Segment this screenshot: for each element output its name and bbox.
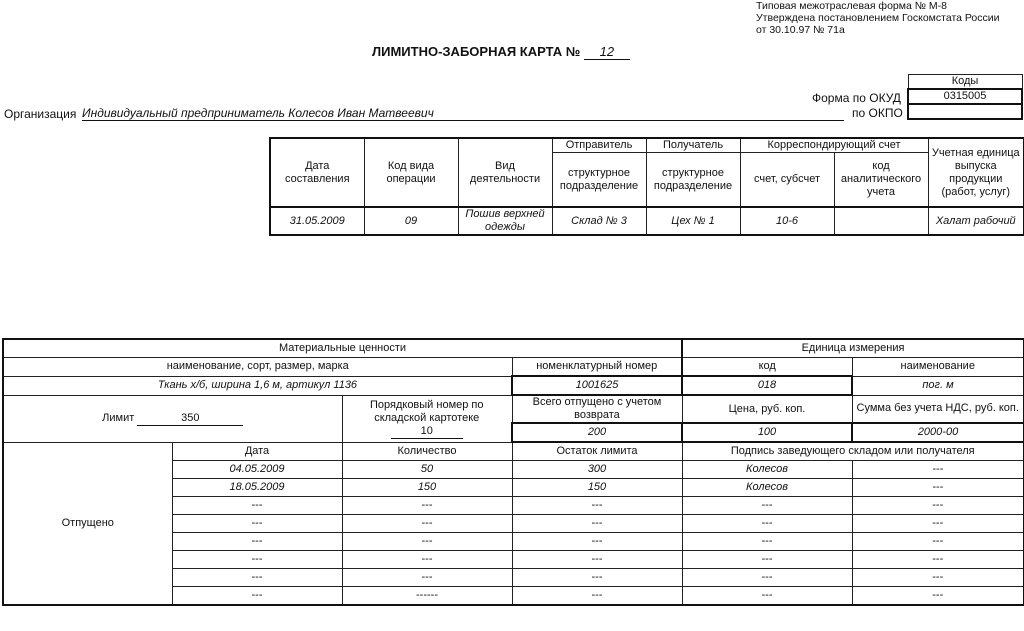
row-sign-warehouse: Колесов [682, 479, 852, 497]
price-value: 100 [682, 423, 852, 442]
op-code-value: 09 [364, 207, 458, 235]
form-type-line: Типовая межотраслевая форма № М-8 [756, 0, 947, 12]
material-name-value: Ткань х/б, ширина 1,6 м, артикул 1136 [3, 376, 512, 395]
row-sign-receiver: --- [852, 533, 1024, 551]
organization-value: Индивидуальный предприниматель Колесов Иван Матвеевич [82, 106, 844, 121]
material-name-header: наименование, сорт, размер, марка [3, 358, 512, 377]
row-sign-receiver: --- [852, 461, 1024, 479]
row-sign-receiver: --- [852, 497, 1024, 515]
row-qty: 50 [342, 461, 512, 479]
row-qty: --- [342, 497, 512, 515]
row-remain: --- [512, 587, 682, 606]
row-sign-warehouse: Колесов [682, 461, 852, 479]
unit-name-header: наименование [852, 358, 1024, 377]
total-released-value: 200 [512, 423, 682, 442]
unit-name-value: пог. м [852, 376, 1024, 395]
total-released-header: Всего отпущено с учетом возврата [512, 395, 682, 423]
analytic-code-header: код аналитического учета [834, 153, 928, 208]
receiver-header: Получатель [646, 138, 740, 153]
sender-header: Отправитель [552, 138, 646, 153]
form-date-line: от 30.10.97 № 71а [756, 24, 845, 36]
okud-label: Форма по ОКУД [812, 91, 901, 105]
row-sign-warehouse: --- [682, 497, 852, 515]
unit-code-value: 018 [682, 376, 852, 395]
receiver-value: Цех № 1 [646, 207, 740, 235]
row-date: --- [172, 515, 342, 533]
measure-header: Единица измерения [682, 339, 1024, 358]
sender-subdivision-header: структурное подразделение [552, 153, 646, 208]
row-date: --- [172, 569, 342, 587]
row-sign-warehouse: --- [682, 569, 852, 587]
card-number-cell [342, 395, 512, 442]
title-label: ЛИМИТНО-ЗАБОРНАЯ КАРТА № [372, 44, 581, 59]
row-sign-receiver: --- [852, 479, 1024, 497]
row-sign-warehouse: --- [682, 533, 852, 551]
col-date-header: Дата [172, 442, 342, 461]
unit-code-header: код [682, 358, 852, 377]
row-sign-warehouse: --- [682, 551, 852, 569]
receiver-subdivision-header: структурное подразделение [646, 153, 740, 208]
sum-header: Сумма без учета НДС, руб. коп. [852, 395, 1024, 423]
row-date: --- [172, 587, 342, 606]
analytic-code-value [834, 207, 928, 235]
row-date: 04.05.2009 [172, 461, 342, 479]
row-remain: 150 [512, 479, 682, 497]
col-qty-header: Количество [342, 442, 512, 461]
output-unit-value: Халат рабочий [928, 207, 1024, 235]
row-remain: --- [512, 515, 682, 533]
date-value: 31.05.2009 [270, 207, 364, 235]
row-qty: --- [342, 569, 512, 587]
row-remain: --- [512, 533, 682, 551]
row-remain: --- [512, 551, 682, 569]
card-number-label: Порядковый номер по складской картотеке [369, 398, 484, 424]
row-date: --- [172, 551, 342, 569]
okpo-value [908, 104, 1022, 119]
corr-account-header: Корреспондирующий счет [740, 138, 928, 153]
form-header [756, 0, 1000, 36]
row-date: --- [172, 533, 342, 551]
date-header: Дата составления [270, 138, 364, 207]
row-sign-receiver: --- [852, 587, 1024, 606]
page-title [372, 44, 630, 60]
card-number-value: 10 [391, 425, 463, 439]
row-sign-warehouse: --- [682, 587, 852, 606]
card-number: 12 [584, 44, 630, 60]
sum-value: 2000-00 [852, 423, 1024, 442]
account-header: счет, субсчет [740, 153, 834, 208]
row-qty: 150 [342, 479, 512, 497]
col-remain-header: Остаток лимита [512, 442, 682, 461]
output-unit-header: Учетная единица выпуска продукции (работ, услуг) [928, 138, 1024, 207]
nomen-number-header: номенклатурный номер [512, 358, 682, 377]
row-remain: 300 [512, 461, 682, 479]
limit-card-table [2, 338, 1024, 606]
limit-label: Лимит [102, 411, 135, 424]
codes-header: Коды [908, 75, 1022, 90]
account-value: 10-6 [740, 207, 834, 235]
form-approval-line: Утверждена постановлением Госкомстата России [756, 12, 1000, 24]
document-info-table [269, 137, 1024, 236]
row-sign-receiver: --- [852, 569, 1024, 587]
row-date: 18.05.2009 [172, 479, 342, 497]
row-sign-warehouse: --- [682, 515, 852, 533]
activity-value: Пошив верхней одежды [458, 207, 552, 235]
organization-label: Организация [4, 107, 77, 121]
codes-box [907, 74, 1023, 120]
op-code-header: Код вида операции [364, 138, 458, 207]
row-date: --- [172, 497, 342, 515]
nomen-number-value: 1001625 [512, 376, 682, 395]
row-sign-receiver: --- [852, 551, 1024, 569]
row-remain: --- [512, 497, 682, 515]
row-qty: ------ [342, 587, 512, 606]
activity-header: Вид деятельности [458, 138, 552, 207]
materials-header: Материальные ценности [3, 339, 682, 358]
col-sign-header: Подпись заведующего складом или получателя [682, 442, 1024, 461]
row-qty: --- [342, 515, 512, 533]
okpo-label: по ОКПО [852, 106, 903, 120]
limit-cell [3, 395, 342, 442]
row-qty: --- [342, 533, 512, 551]
limit-value: 350 [137, 412, 243, 426]
row-sign-receiver: --- [852, 515, 1024, 533]
okud-value: 0315005 [908, 89, 1022, 104]
sender-value: Склад № 3 [552, 207, 646, 235]
released-label: Отпущено [3, 442, 172, 605]
price-header: Цена, руб. коп. [682, 395, 852, 423]
row-remain: --- [512, 569, 682, 587]
row-qty: --- [342, 551, 512, 569]
